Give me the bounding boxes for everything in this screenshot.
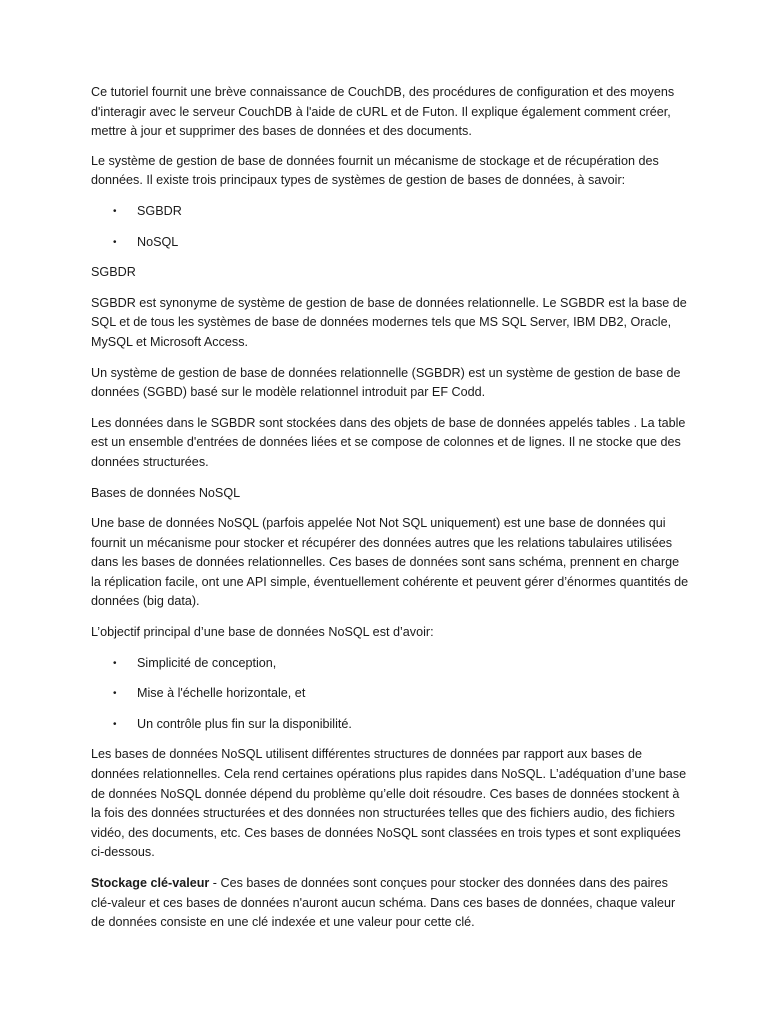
nosql-goals-list	[91, 654, 691, 735]
key-value-paragraph	[91, 874, 691, 933]
intro-paragraph: Ce tutoriel fournit une brève connaissance de CouchDB, des procédures de configuration et des moyens d'interagir avec le serveur CouchDB à l'aide de cURL et de Futon. Il explique également comment créer, mettre à jour et supprimer des bases de données et des documents.	[91, 85, 675, 139]
key-value-text: - Ces bases de données sont conçues pour stocker des données dans des paires clé-valeur et ces bases de données n'auront aucun schéma. Dans ces bases de données, chaque valeur de données consiste en une clé indexée et une valeur pour cette clé.	[91, 876, 676, 930]
bullet-icon: •	[113, 688, 117, 700]
list-item: • Simplicité de conception,	[91, 654, 691, 674]
nosql-paragraph-1: Une base de données NoSQL (parfois appelée Not Not SQL uniquement) est une base de données qui fournit un mécanisme pour stocker et récupérer des données autres que les relations tabulaires utilisées dans les bases de données relationnelles. Ces bases de données sont sans schéma, prennent en charge la réplication facile, ont une API simple, éventuellement cohérente et peuvent gérer d’énormes quantités de données (big data).	[91, 516, 689, 609]
nosql-paragraph-2: L’objectif principal d’une base de données NoSQL est d’avoir:	[91, 625, 434, 640]
list-item: • Un contrôle plus fin sur la disponibilité.	[91, 715, 691, 735]
bullet-icon: •	[113, 718, 117, 730]
dbms-types-paragraph: Le système de gestion de base de données fournit un mécanisme de stockage et de récupération des données. Il existe trois principaux types de systèmes de gestion de bases de données, à savoir:	[91, 153, 659, 188]
document-body	[91, 83, 691, 944]
section-heading-sgbdr: SGBDR	[91, 265, 136, 280]
sgbdr-paragraph-3: Les données dans le SGBDR sont stockées dans des objets de base de données appelés tables . La table est un ensemble d'entrées de données liées et se compose de colonnes et de lignes. Il ne stocke que des données structurées.	[91, 415, 686, 469]
section-heading-nosql: Bases de données NoSQL	[91, 485, 241, 500]
list-item: • NoSQL	[91, 233, 691, 253]
bullet-icon: •	[113, 236, 117, 248]
dbms-types-list	[91, 202, 691, 252]
key-value-label: Stockage clé-valeur	[91, 876, 210, 890]
bullet-icon: •	[113, 205, 117, 217]
nosql-paragraph-3: Les bases de données NoSQL utilisent différentes structures de données par rapport aux bases de données relationnelles. Cela rend certaines opérations plus rapides dans NoSQL. L’adéquation d’une base de données NoSQL donnée dépend du problème qu’elle doit résoudre. Ces bases de données stockent à la fois des données structurées et des données non structurées telles que des fichiers audio, des fichiers vidéo, des documents, etc. Ces bases de données NoSQL sont classées en trois types et sont expliquées ci-dessous.	[91, 747, 687, 860]
sgbdr-paragraph-1: SGBDR est synonyme de système de gestion de base de données relationnelle. Le SGBDR est la base de SQL et de tous les systèmes de base de données modernes tels que MS SQL Server, IBM DB2, Oracle, MySQL et Microsoft Access.	[91, 295, 687, 349]
bullet-icon: •	[113, 657, 117, 669]
list-item: • Mise à l'échelle horizontale, et	[91, 684, 691, 704]
sgbdr-paragraph-2: Un système de gestion de base de données relationnelle (SGBDR) est un système de gestion de base de données (SGBD) basé sur le modèle relationnel introduit par EF Codd.	[91, 365, 681, 400]
list-item: • SGBDR	[91, 202, 691, 222]
